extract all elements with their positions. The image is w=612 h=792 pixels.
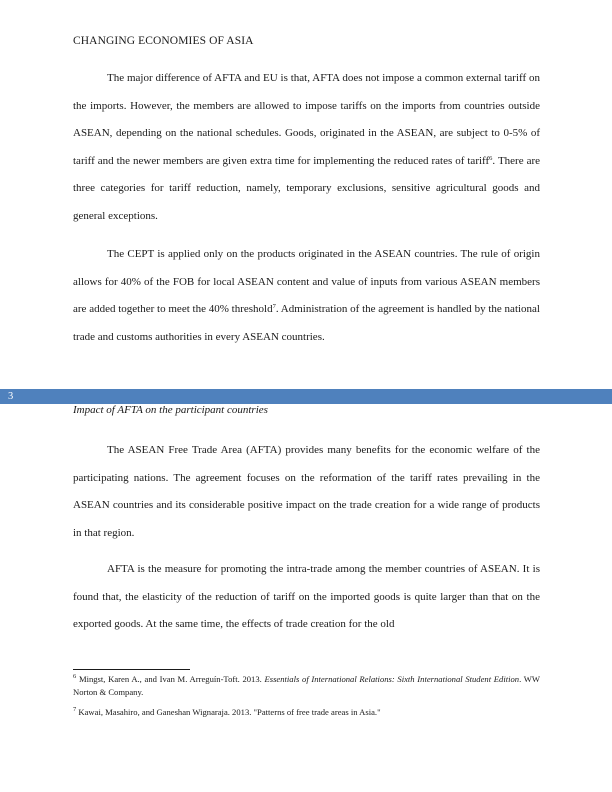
footnote-marker: 6: [73, 673, 77, 680]
paragraph-text: The major difference of AFTA and EU is that, AFTA does not impose a common external tariff on the imports. However, the members are allowed to impose tariffs on the imports from countries outside ASEAN, depending on the national schedules. Goods, originated in the ASEAN, are subject to 0-5% of tariff and the newer members are given extra time for implementing the reduced rates of tariff: [73, 72, 540, 167]
paragraph-text: . Administration of the agreement is handled by the national trade and customs authorities in every ASEAN countries.: [73, 303, 540, 343]
footnote-marker: 7: [73, 706, 77, 713]
page-break-band: [0, 389, 612, 404]
footnote-ref-7[interactable]: 7: [272, 303, 276, 311]
footnote-7: [73, 706, 540, 719]
running-header: CHANGING ECONOMIES OF ASIA: [73, 35, 254, 47]
footnote-6: [73, 673, 540, 698]
page-number: 3: [8, 391, 14, 402]
footnote-publisher: . WW Norton & Company.: [73, 674, 540, 697]
section-subheading: Impact of AFTA on the participant countries: [73, 404, 268, 416]
paragraph-afta-vs-eu: [73, 65, 540, 231]
paragraph-text: The CEPT is applied only on the products originated in the ASEAN countries. The rule of origin allows for 40% of the FOB for local ASEAN content and value of inputs from various ASEAN members are added together to meet the 40% threshold: [73, 248, 540, 316]
footnote-separator: [73, 669, 190, 670]
footnote-book-title: Essentials of International Relations: Sixth International Student Edition: [264, 674, 520, 684]
footnote-text: Kawai, Masahiro, and Ganeshan Wignaraja. 2013. "Patterns of free trade areas in Asia.": [78, 707, 381, 717]
paragraph-text: . There are three categories for tariff reduction, namely, temporary exclusions, sensitive agricultural goods and general exceptions.: [73, 154, 540, 222]
paragraph-afta-benefits: The ASEAN Free Trade Area (AFTA) provides many benefits for the economic welfare of the participating nations. The agreement focuses on the reformation of the tariff rates prevailing in the ASEAN countries and its considerable positive impact on the trade creation for a wide range of products in that region.: [73, 444, 540, 539]
footnote-ref-6[interactable]: 6: [489, 154, 493, 162]
paragraph-cept: [73, 241, 540, 351]
footnote-text: Mingst, Karen A., and Ivan M. Arreguín-Toft. 2013.: [78, 674, 265, 684]
paragraph-intra-trade: AFTA is the measure for promoting the intra-trade among the member countries of ASEAN. It is found that, the elasticity of the reduction of tariff on the imported goods is quite larger than that on the exported goods. At the same time, the effects of trade creation for the old: [73, 563, 540, 631]
